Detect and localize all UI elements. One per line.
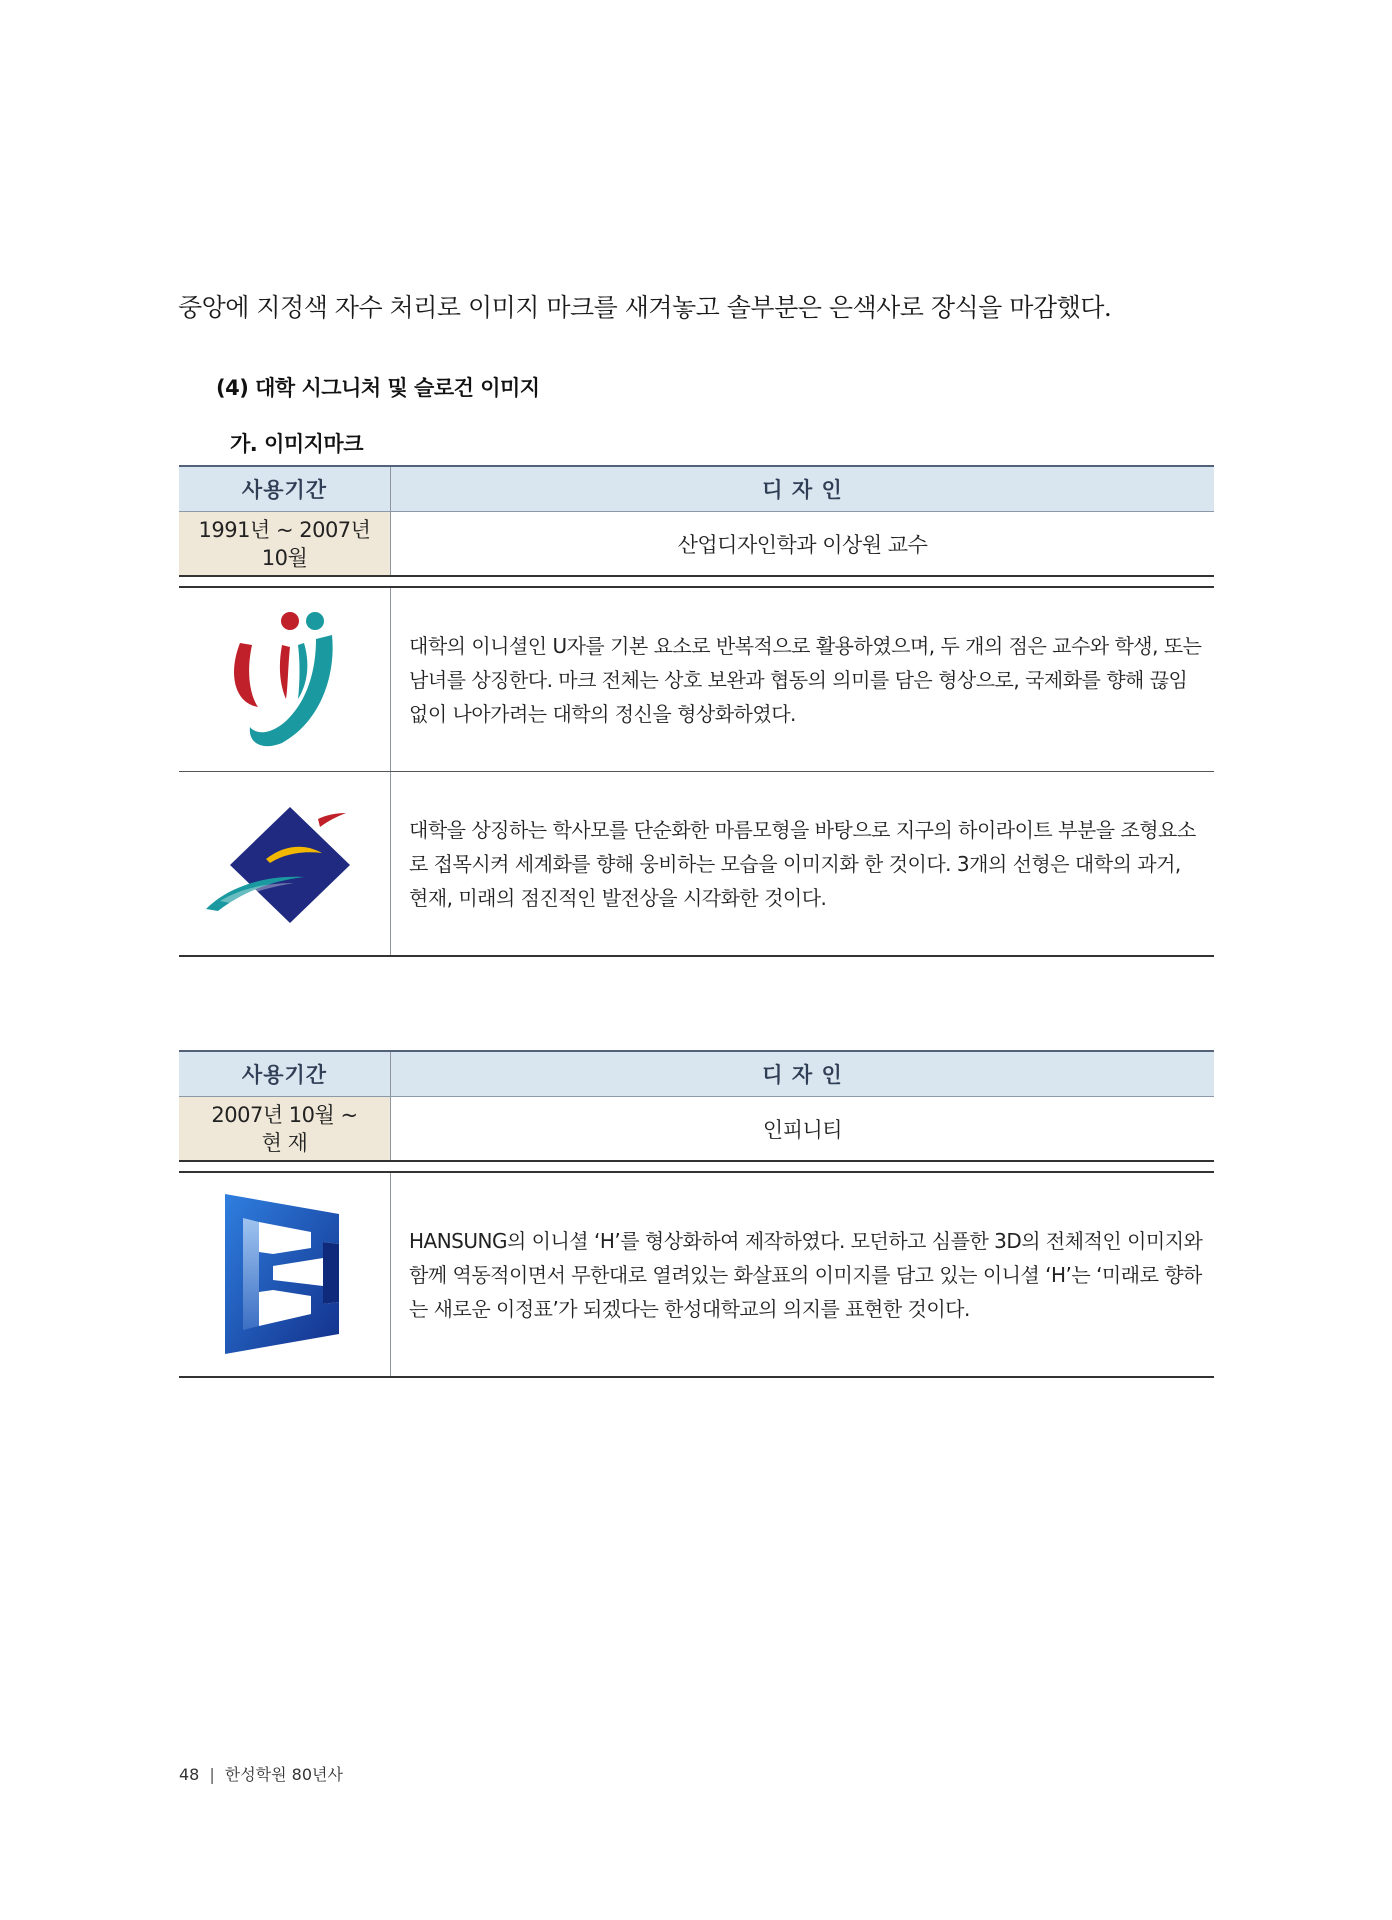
image-mark-table-2 xyxy=(179,1050,1214,1378)
u-mark-logo xyxy=(220,603,350,753)
page-number: 48 xyxy=(179,1765,200,1784)
footer-separator: | xyxy=(209,1765,215,1784)
table-header-row xyxy=(179,466,1214,512)
period-line-2: 10월 xyxy=(261,545,308,570)
designer-cell: 인피니티 xyxy=(391,1097,1215,1162)
designer-cell: 산업디자인학과 이상원 교수 xyxy=(391,512,1215,577)
period-line-1: 1991년 ~ 2007년 xyxy=(198,517,371,542)
logo-cell xyxy=(179,1172,391,1377)
header-period: 사용기간 xyxy=(179,1051,391,1097)
section-heading: (4) 대학 시그니처 및 슬로건 이미지 xyxy=(216,376,540,400)
intro-paragraph: 중앙에 지정색 자수 처리로 이미지 마크를 새겨놓고 솔부분은 은색사로 장식을 마감했다. xyxy=(178,293,1112,322)
table-row xyxy=(179,587,1214,772)
description-cell: 대학의 이니셜인 U자를 기본 요소로 반복적으로 활용하였으며, 두 개의 점은 교수와 학생, 또는 남녀를 상징한다. 마크 전체는 상호 보완과 협동의 의미를 담은 형상으로, 국제화를 향해 끊임없이 나아가려는 대학의 정신을 형상화하였다. xyxy=(391,587,1215,772)
logo-cell xyxy=(179,587,391,772)
table-gap xyxy=(179,1161,1214,1172)
table-gap xyxy=(179,576,1214,587)
period-row xyxy=(179,1097,1214,1162)
period-cell xyxy=(179,512,391,577)
sub-heading: 가. 이미지마크 xyxy=(230,432,364,456)
table-row xyxy=(179,1172,1214,1377)
description-cell: 대학을 상징하는 학사모를 단순화한 마름모형을 바탕으로 지구의 하이라이트 부분을 조형요소로 접목시켜 세계화를 향해 웅비하는 모습을 이미지화 한 것이다. 3개의 선형은 대학의 과거, 현재, 미래의 점진적인 발전상을 시각화한 것이다. xyxy=(391,772,1215,957)
h-mark-logo xyxy=(215,1188,355,1358)
header-period: 사용기간 xyxy=(179,466,391,512)
logo-cell xyxy=(179,772,391,957)
page-footer xyxy=(179,1762,343,1785)
period-row xyxy=(179,512,1214,577)
table-row xyxy=(179,772,1214,957)
period-cell xyxy=(179,1097,391,1162)
diamond-mortarboard-logo xyxy=(200,797,370,927)
description-cell: HANSUNG의 이니셜 ‘H’를 형상화하여 제작하였다. 모던하고 심플한 3D의 전체적인 이미지와 함께 역동적이면서 무한대로 열려있는 화살표의 이미지를 담고 있는 이니셜 ‘H’는 ‘미래로 향하는 새로운 이정표’가 되겠다는 한성대학교의 의지를 표현한 것이다. xyxy=(391,1172,1215,1377)
period-line-2: 현 재 xyxy=(261,1130,308,1155)
header-design: 디 자 인 xyxy=(391,1051,1215,1097)
period-line-1: 2007년 10월 ~ xyxy=(211,1102,358,1127)
header-design: 디 자 인 xyxy=(391,466,1215,512)
image-mark-table-1 xyxy=(179,465,1214,957)
table-header-row xyxy=(179,1051,1214,1097)
book-title: 한성학원 80년사 xyxy=(224,1765,343,1784)
